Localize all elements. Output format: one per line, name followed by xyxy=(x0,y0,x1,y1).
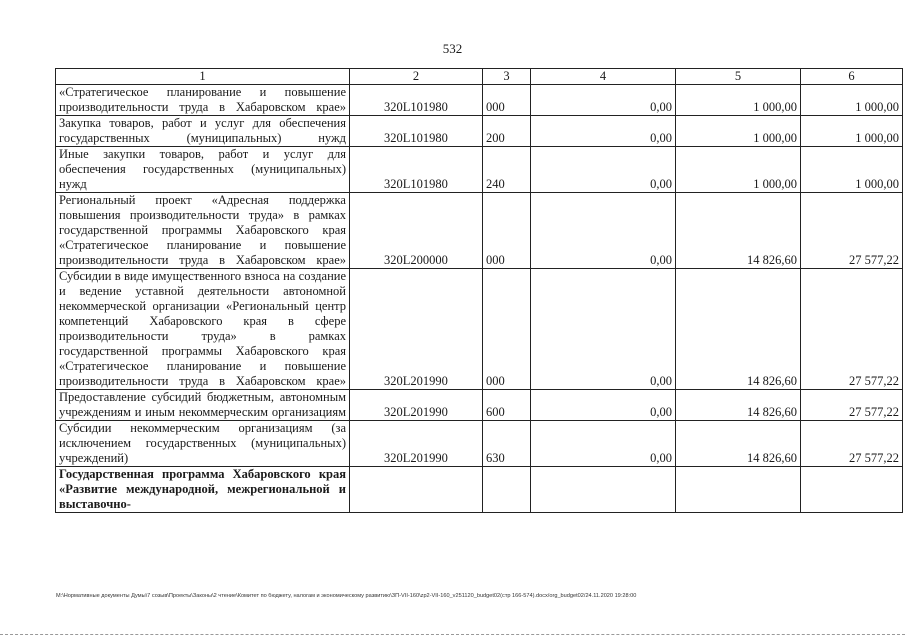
row-value-col5: 1 000,00 xyxy=(676,147,801,193)
row-value-col5: 14 826,60 xyxy=(676,193,801,269)
row-name: Субсидии некоммерческим организациям (за исключением государственных (муниципальных) учреждений) xyxy=(56,421,350,467)
budget-table xyxy=(55,68,903,513)
row-name: Предоставление субсидий бюджетным, автономным учреждениям и иным некоммерческим организациям xyxy=(56,390,350,421)
row-value-col6: 1 000,00 xyxy=(801,116,903,147)
page-bottom-divider xyxy=(0,634,905,635)
column-header-6: 6 xyxy=(801,69,903,85)
row-expense-type: 600 xyxy=(483,390,531,421)
row-value-col6: 27 577,22 xyxy=(801,390,903,421)
document-path-footer: M:\Нормативные документы Думы\7 созыв\Проекты\Законы\2 чтение\Комитет по бюджету, налогам и экономическому развитию\ЗП-VII-160\zp2-VII-160_v251120_budget02(стр 166-574).docx/org_budget02/24.11.2020 19:28:00 xyxy=(56,593,637,599)
row-expense-type: 000 xyxy=(483,269,531,390)
table-row xyxy=(56,147,903,193)
row-name: Государственная программа Хабаровского края «Развитие международной, межрегиональной и выставочно- xyxy=(56,467,350,513)
row-value-col6: 27 577,22 xyxy=(801,193,903,269)
row-value-col6: 27 577,22 xyxy=(801,269,903,390)
row-expense-type: 000 xyxy=(483,193,531,269)
row-value-col4: 0,00 xyxy=(531,390,676,421)
row-value-col6: 1 000,00 xyxy=(801,85,903,116)
row-value-col5: 14 826,60 xyxy=(676,269,801,390)
row-code: 320L201990 xyxy=(350,421,483,467)
row-code xyxy=(350,467,483,513)
row-expense-type xyxy=(483,467,531,513)
table-row-program-heading xyxy=(56,467,903,513)
row-code: 320L101980 xyxy=(350,147,483,193)
table-row xyxy=(56,193,903,269)
table-row xyxy=(56,116,903,147)
row-value-col4: 0,00 xyxy=(531,269,676,390)
row-value-col4 xyxy=(531,467,676,513)
table-row xyxy=(56,390,903,421)
row-expense-type: 630 xyxy=(483,421,531,467)
row-value-col5: 1 000,00 xyxy=(676,116,801,147)
table-row xyxy=(56,421,903,467)
row-value-col5: 14 826,60 xyxy=(676,390,801,421)
row-value-col4: 0,00 xyxy=(531,421,676,467)
row-name: Региональный проект «Адресная поддержка повышения производительности труда» в рамках государственной программы Хабаровского края «Стратегическое планирование и повышение производительности труда в Хабаровском крае» xyxy=(56,193,350,269)
row-value-col6: 1 000,00 xyxy=(801,147,903,193)
row-value-col6: 27 577,22 xyxy=(801,421,903,467)
row-value-col5: 14 826,60 xyxy=(676,421,801,467)
page-number: 532 xyxy=(442,41,463,56)
row-code: 320L201990 xyxy=(350,269,483,390)
row-value-col4: 0,00 xyxy=(531,116,676,147)
row-expense-type: 200 xyxy=(483,116,531,147)
row-name: Субсидии в виде имущественного взноса на создание и ведение уставной деятельности автономной некоммерческой организации «Региональный центр компетенций Хабаровского края в сфере производительности труда» в рамках государственной программы Хабаровского края «Стратегическое планирование и повышение производительности труда в Хабаровском крае» xyxy=(56,269,350,390)
row-name: Закупка товаров, работ и услуг для обеспечения государственных (муниципальных) нужд xyxy=(56,116,350,147)
row-value-col6 xyxy=(801,467,903,513)
table-row xyxy=(56,269,903,390)
row-value-col4: 0,00 xyxy=(531,193,676,269)
row-value-col5: 1 000,00 xyxy=(676,85,801,116)
row-expense-type: 000 xyxy=(483,85,531,116)
column-header-3: 3 xyxy=(483,69,531,85)
row-code: 320L101980 xyxy=(350,116,483,147)
column-header-5: 5 xyxy=(676,69,801,85)
column-header-2: 2 xyxy=(350,69,483,85)
row-code: 320L200000 xyxy=(350,193,483,269)
row-code: 320L101980 xyxy=(350,85,483,116)
row-name: «Стратегическое планирование и повышение производительности труда в Хабаровском крае» xyxy=(56,85,350,116)
column-header-1: 1 xyxy=(56,69,350,85)
table-row xyxy=(56,85,903,116)
row-value-col5 xyxy=(676,467,801,513)
column-header-4: 4 xyxy=(531,69,676,85)
row-code: 320L201990 xyxy=(350,390,483,421)
row-expense-type: 240 xyxy=(483,147,531,193)
row-value-col4: 0,00 xyxy=(531,147,676,193)
row-name: Иные закупки товаров, работ и услуг для обеспечения государственных (муниципальных) нужд xyxy=(56,147,350,193)
table-header-row xyxy=(56,69,903,85)
row-value-col4: 0,00 xyxy=(531,85,676,116)
